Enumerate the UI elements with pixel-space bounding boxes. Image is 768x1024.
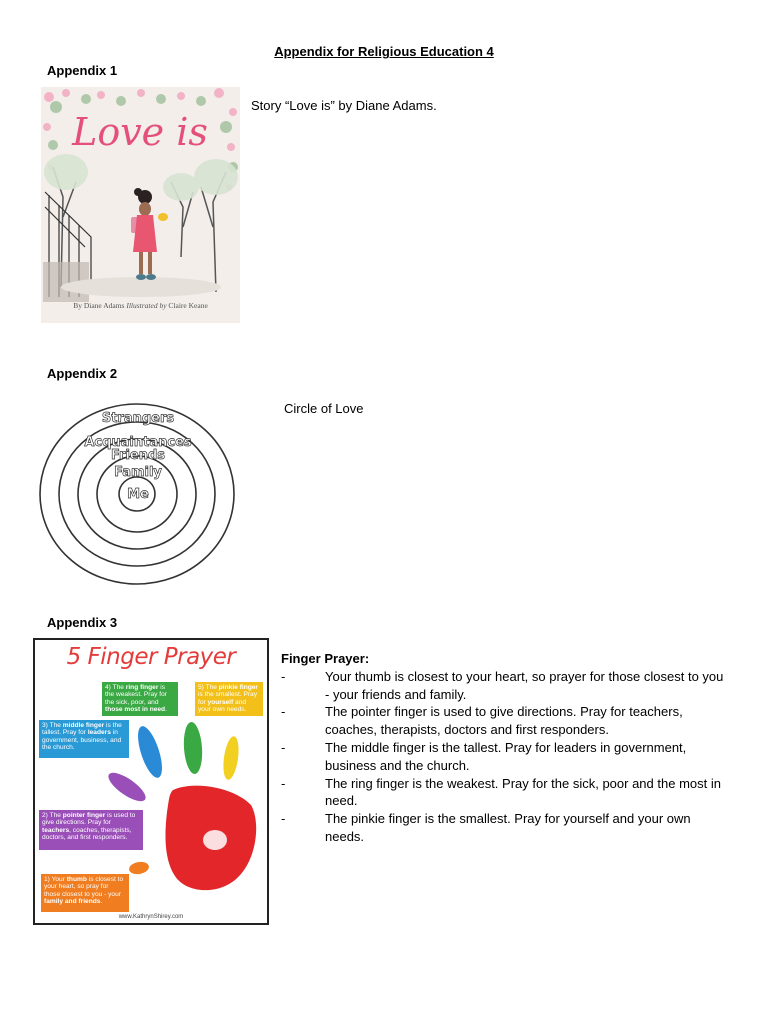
label-acquaintances: Acquaintances <box>84 435 192 450</box>
prayer-item-pinkie: - The pinkie finger is the smallest. Pray for yourself and your own needs. <box>281 811 691 844</box>
appendix-2-caption: Circle of Love <box>284 401 364 416</box>
cover-byline <box>41 301 240 310</box>
appendix-3-heading: Appendix 3 <box>47 615 118 630</box>
appendix-1-heading: Appendix 1 <box>47 63 118 78</box>
finger-prayer-text <box>281 650 731 846</box>
cover-illustrator: Claire Keane <box>168 301 208 310</box>
box-pinkie-finger: 5) The pinkie finger is the smallest. Pray for yourself and your own needs. <box>195 682 263 716</box>
box-pointer-finger: 2) The pointer finger is used to give directions. Pray for teachers, coaches, therapists, doctors, and first responders. <box>39 810 143 850</box>
book-cover-illustration <box>41 87 240 323</box>
appendix-2-heading: Appendix 2 <box>47 366 118 381</box>
label-me: Me <box>127 487 149 502</box>
poster-title: 5 Finger Prayer <box>66 644 236 670</box>
appendix-1-caption: Story “Love is” by Diane Adams. <box>251 98 437 113</box>
finger-prayer-title: Finger Prayer: <box>281 651 370 666</box>
cover-illustrated-label: Illustrated by <box>126 301 167 310</box>
prayer-item-middle: - The middle finger is the tallest. Pray for leaders in government, business and the church. <box>281 739 687 773</box>
poster-url: www.KathrynShirey.com <box>118 914 184 920</box>
label-strangers: Strangers <box>101 411 175 426</box>
document-title: Appendix for Religious Education 4 <box>274 44 494 59</box>
prayer-item-thumb: - Your thumb is closest to your heart, so prayer for those closest to you - your friends and family. <box>281 668 724 702</box>
box-middle-finger: 3) The middle finger is the tallest. Pray for leaders in government, business, and the church. <box>39 720 129 758</box>
cover-title: Love is <box>72 110 208 154</box>
box-ring-finger: 4) The ring finger is the weakest. Pray for the sick, poor, and those most in need. <box>102 682 178 716</box>
prayer-item-pointer: - The pointer finger is used to give directions. Pray for teachers, coaches, therapists, doctors and first responders. <box>281 704 683 738</box>
box-thumb: 1) Your thumb is closest to your heart, so pray for those closest to you - your family and friends. <box>41 874 129 912</box>
prayer-item-ring: - The ring finger is the weakest. Pray for the sick, poor and the most in need. <box>281 775 721 809</box>
label-family: Family <box>114 465 162 480</box>
cover-author: By Diane Adams <box>73 301 125 310</box>
love-is-book-cover <box>41 87 240 323</box>
label-friends: Friends <box>110 448 166 463</box>
circle-of-love-diagram <box>38 398 238 588</box>
finger-prayer-poster <box>33 638 269 925</box>
